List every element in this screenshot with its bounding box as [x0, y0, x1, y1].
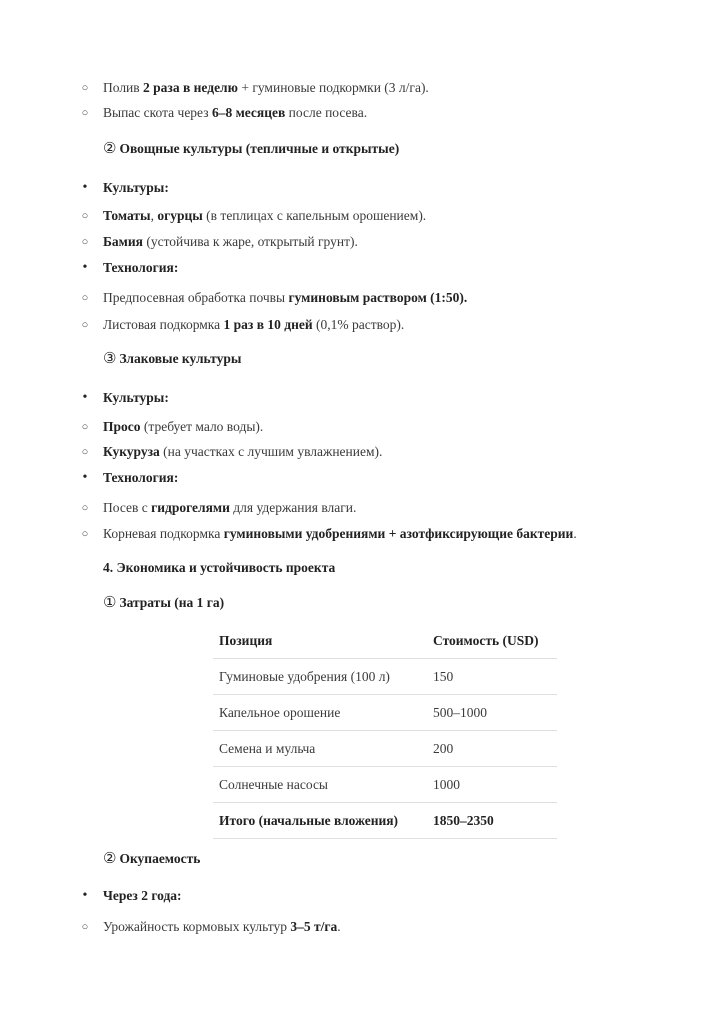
cost-table: [213, 623, 557, 839]
heading-costs: [103, 594, 224, 612]
heading-cereals: [103, 350, 241, 368]
table-total-row: [213, 803, 557, 839]
bullet-hollow: ○: [81, 82, 89, 94]
bullet-hollow: ○: [81, 921, 89, 933]
list-item: [103, 79, 429, 97]
text: ,: [150, 208, 158, 223]
list-item: [103, 525, 577, 543]
table-row: [213, 767, 557, 803]
bullet-hollow: ○: [81, 319, 89, 331]
table-cell: 1000: [427, 767, 557, 803]
bold-text: Бамия: [103, 234, 143, 249]
table-cell: 150: [427, 659, 557, 695]
circled-number: ③: [103, 351, 117, 367]
bullet-hollow: ○: [81, 528, 89, 540]
bold-text: гуминовыми удобрениями + азотфиксирующие бактерии: [223, 526, 574, 541]
bullet-solid: •: [82, 260, 88, 275]
list-item: [103, 918, 341, 936]
list-item: [103, 179, 169, 197]
bold-text: огурцы: [157, 208, 203, 223]
bold-text: Культуры:: [103, 390, 169, 405]
heading-vegetables: [103, 140, 399, 158]
bullet-solid: •: [82, 888, 88, 903]
text: (в теплицах с капельным орошением).: [202, 208, 427, 223]
heading-text: Затраты (на 1 га): [119, 595, 225, 610]
table-cell: Капельное орошение: [213, 695, 427, 731]
bold-text: гуминовым раствором (1:50).: [288, 290, 468, 305]
list-item: [103, 259, 178, 277]
heading-text: Злаковые культуры: [119, 351, 242, 366]
text: .: [337, 919, 341, 934]
bold-text: 2 раза в неделю: [143, 80, 238, 95]
bullet-solid: •: [82, 390, 88, 405]
list-item: [103, 389, 169, 407]
list-item: [103, 499, 356, 517]
table-cell: Солнечные насосы: [213, 767, 427, 803]
text: Корневая подкормка: [103, 526, 224, 541]
text: Листовая подкормка: [103, 317, 224, 332]
circled-number: ①: [103, 595, 117, 611]
bullet-hollow: ○: [81, 292, 89, 304]
list-item: [103, 443, 382, 461]
list-item: [103, 887, 182, 905]
bullet-solid: •: [82, 470, 88, 485]
text: Посев с: [103, 500, 152, 515]
bullet-hollow: ○: [81, 421, 89, 433]
list-item: [103, 418, 263, 436]
bold-text: Технология:: [103, 470, 179, 485]
bold-text: Просо: [103, 419, 141, 434]
text: (требует мало воды).: [140, 419, 264, 434]
table-row: [213, 659, 557, 695]
table-cell: Семена и мульча: [213, 731, 427, 767]
list-item: [103, 207, 426, 225]
bullet-hollow: ○: [81, 502, 89, 514]
table-cell: Гуминовые удобрения (100 л): [213, 659, 427, 695]
text: Выпас скота через: [103, 105, 212, 120]
circled-number: ②: [103, 141, 117, 157]
bold-text: Томаты: [103, 208, 151, 223]
section-title: 4. Экономика и устойчивость проекта: [103, 560, 336, 575]
table-cell: 200: [427, 731, 557, 767]
bold-text: 1 раз в 10 дней: [223, 317, 313, 332]
heading-text: Окупаемость: [119, 851, 201, 866]
list-item: [103, 469, 178, 487]
text: для удержания влаги.: [229, 500, 357, 515]
text: Полив: [103, 80, 144, 95]
table-row: [213, 731, 557, 767]
table-cell: 500–1000: [427, 695, 557, 731]
list-item: [103, 316, 404, 334]
bold-text: Культуры:: [103, 180, 169, 195]
bold-text: гидрогелями: [151, 500, 230, 515]
table-row: [213, 695, 557, 731]
circled-number: ②: [103, 851, 117, 867]
bold-text: Технология:: [103, 260, 179, 275]
list-item: [103, 233, 358, 251]
bold-text: 6–8 месяцев: [211, 105, 286, 120]
list-item: [103, 289, 467, 307]
bullet-solid: •: [82, 180, 88, 195]
bullet-hollow: ○: [81, 107, 89, 119]
bold-text: Через 2 года:: [103, 888, 182, 903]
text: + гуминовые подкормки (3 л/га).: [237, 80, 429, 95]
list-item: [103, 104, 367, 122]
column-header-cost: Стоимость (USD): [427, 623, 557, 659]
table-header-row: [213, 623, 557, 659]
column-header-position: Позиция: [213, 623, 427, 659]
table-cell: 1850–2350: [427, 803, 557, 839]
text: Предпосевная обработка почвы: [103, 290, 289, 305]
heading-payback: [103, 850, 200, 868]
bold-text: Кукуруза: [103, 444, 160, 459]
bullet-hollow: ○: [81, 236, 89, 248]
heading-text: Овощные культуры (тепличные и открытые): [119, 141, 400, 156]
bullet-hollow: ○: [81, 446, 89, 458]
text: (0,1% раствор).: [312, 317, 405, 332]
text: .: [573, 526, 577, 541]
bullet-hollow: ○: [81, 210, 89, 222]
text: (устойчива к жаре, открытый грунт).: [142, 234, 358, 249]
table-cell: Итого (начальные вложения): [213, 803, 427, 839]
text: (на участках с лучшим увлажнением).: [159, 444, 383, 459]
text: Урожайность кормовых культур: [103, 919, 291, 934]
bold-text: 3–5 т/га: [290, 919, 338, 934]
text: после посева.: [285, 105, 368, 120]
